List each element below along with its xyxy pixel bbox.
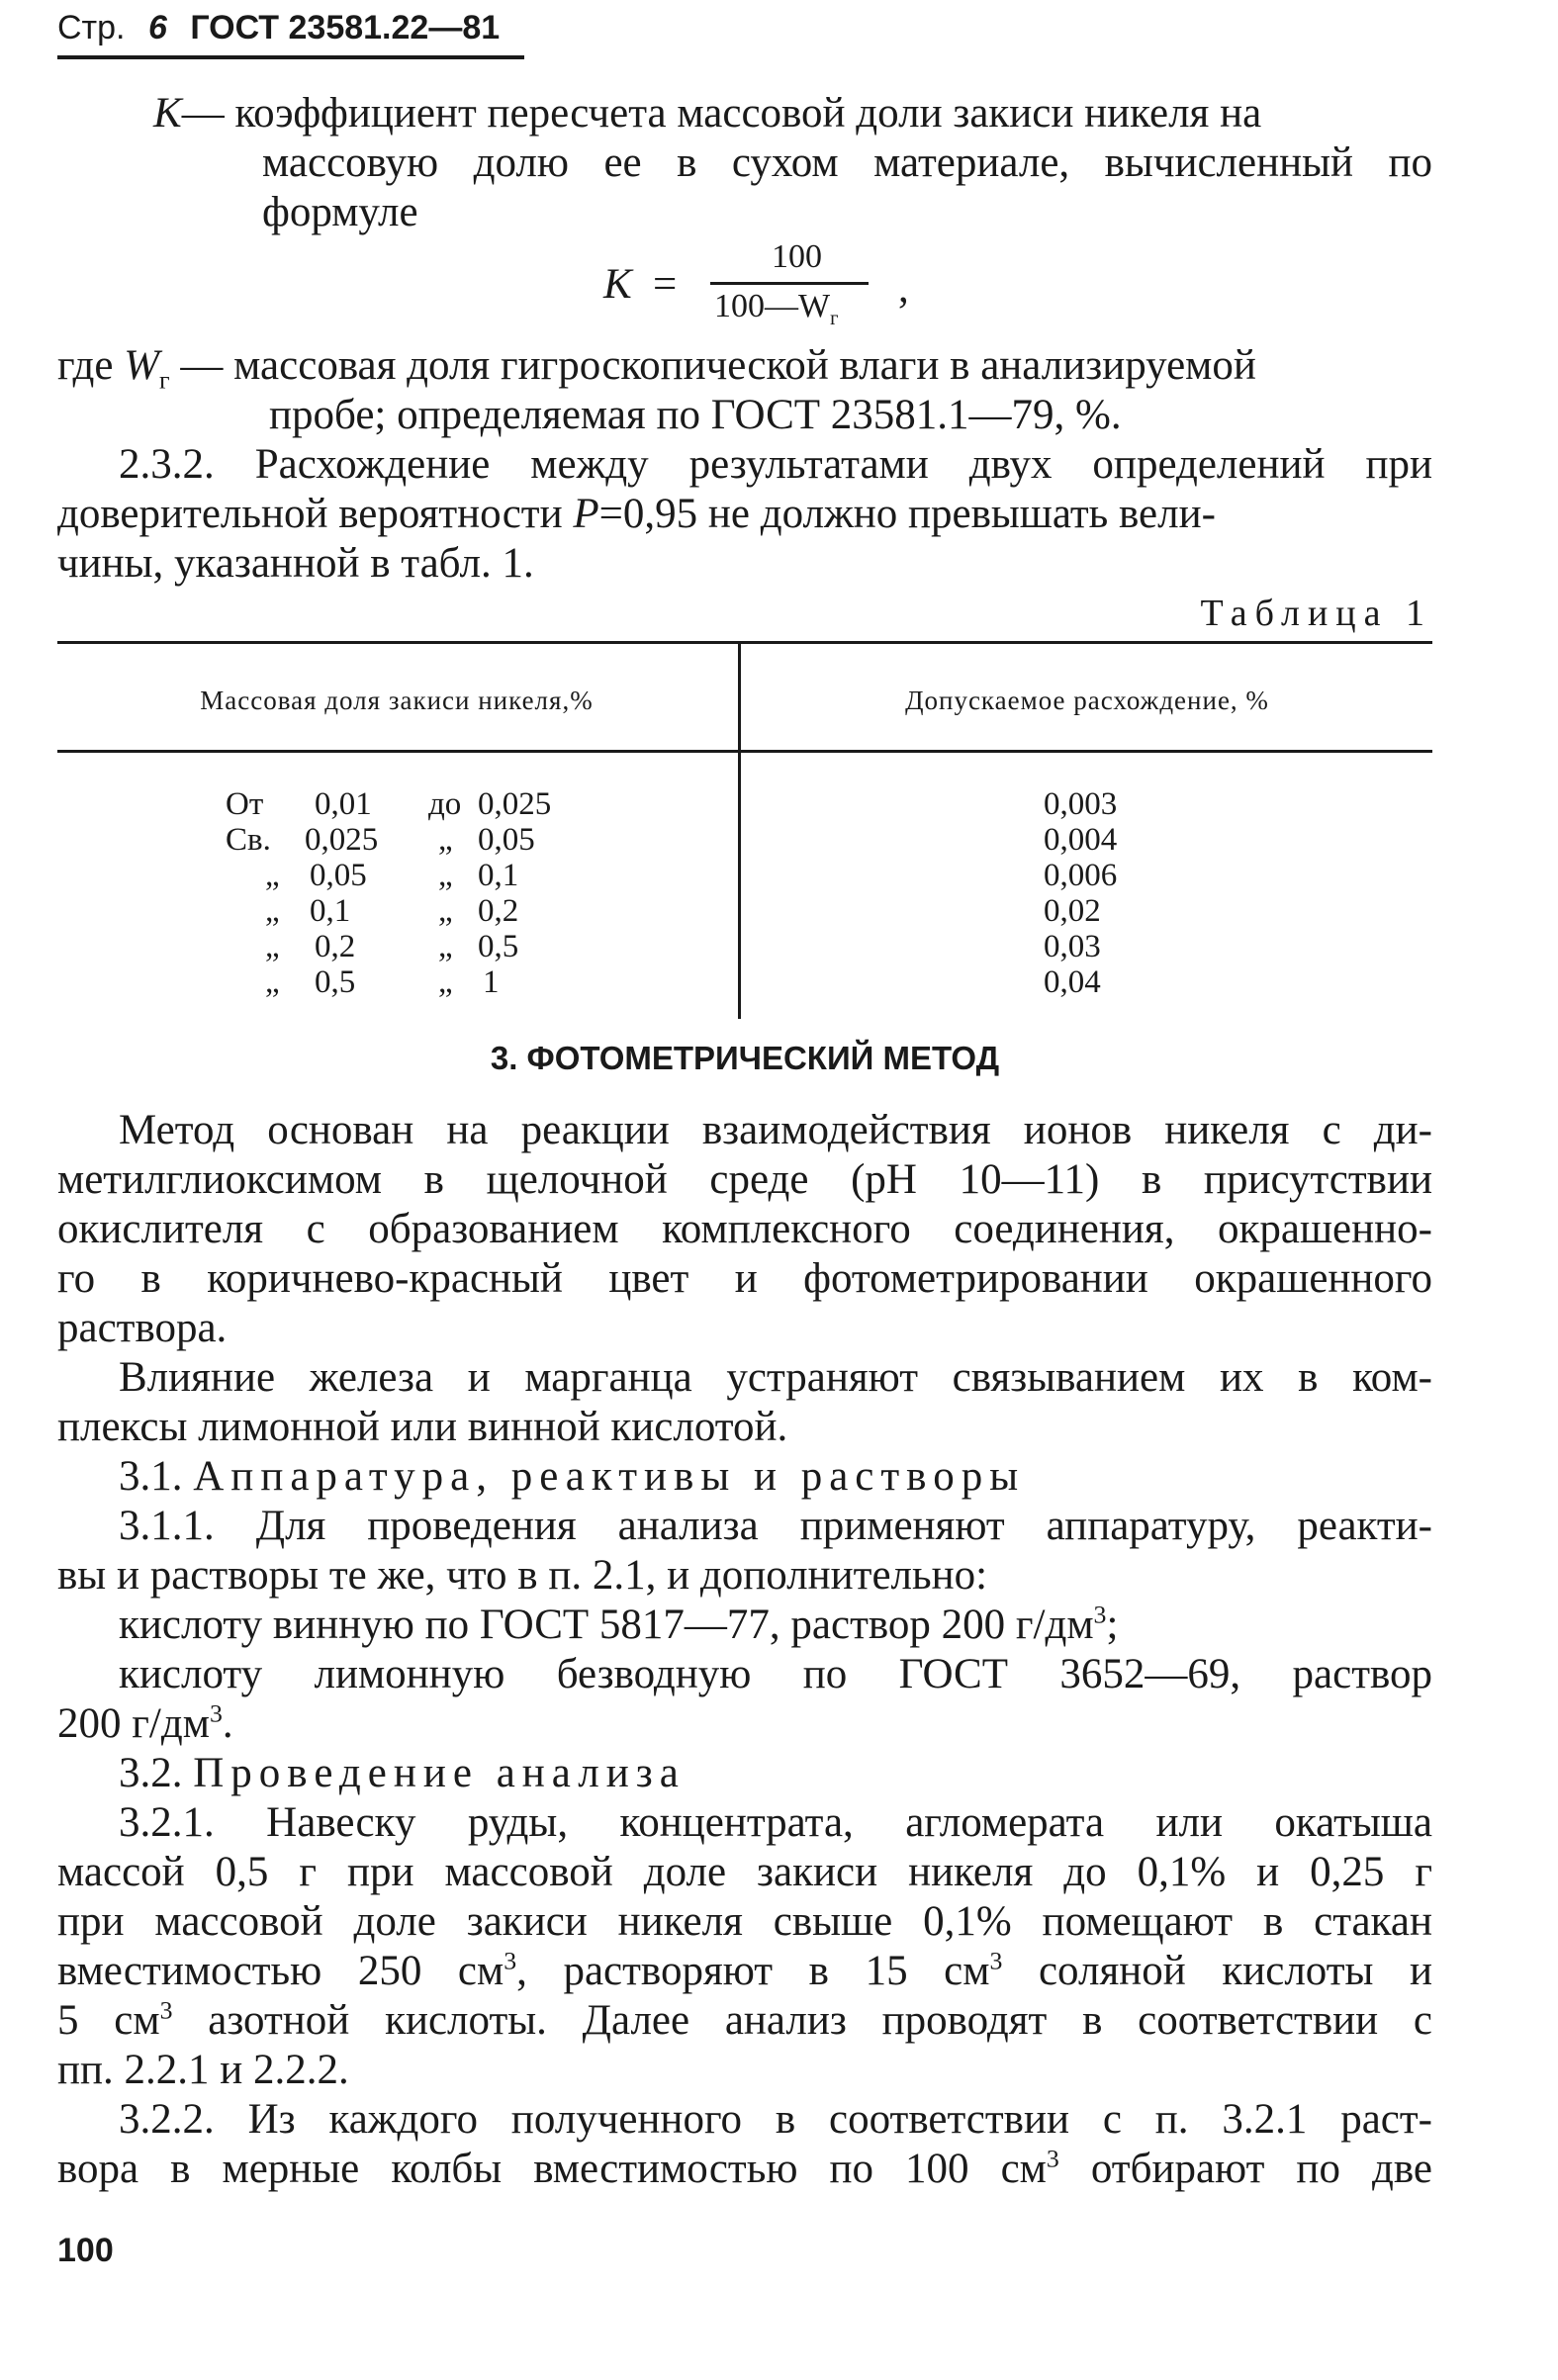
formula-lhs: K bbox=[603, 261, 632, 308]
table-caption: Таблица 1 bbox=[1200, 593, 1432, 634]
p-3-2-1-line5: 5 $см^3$ азотной кислоты. Далее анализ проводят в соответствии с bbox=[57, 1995, 1432, 2044]
p-3-2-2-line2: вора в мерные колбы вместимостью по 100 $см^3$ отбирают по две bbox=[57, 2144, 1433, 2192]
p-3-2-1-line6: пп. 2.2.1 и 2.2.2. bbox=[57, 2047, 349, 2093]
section-3-para2-line2: плексы лимонной или винной кислотой. bbox=[57, 1404, 788, 1450]
page-number: 100 bbox=[57, 2232, 114, 2269]
p-3-2-1-line2: массой 0,5 г при массовой доле закиси никеля до 0,1% и 0,25 г bbox=[57, 1849, 1432, 1895]
reagent-citric-acid-line2: 200 $г/дм^3$. bbox=[57, 1698, 233, 1747]
table-header-rule bbox=[57, 750, 1432, 753]
section-3-para1-line3: окислителя с образованием комплексного соединения, окрашенно- bbox=[57, 1206, 1432, 1252]
subsection-3-1-heading: 3.1. Аппаратура, реактивы и растворы bbox=[119, 1453, 1026, 1500]
wr-def-line2: пробе; определяемая по ГОСТ 23581.1—79, %. bbox=[269, 392, 1122, 438]
reagent-tartaric-acid: кислоту винную по ГОСТ 5817—77, раствор 200 $г/дм^3$; bbox=[119, 1600, 1119, 1648]
p-2-3-2-line3: чины, указанной в табл. 1. bbox=[57, 540, 534, 587]
p-3-1-1-line1: 3.1.1. Для проведения анализа применяют аппаратуру, реакти- bbox=[119, 1503, 1432, 1549]
formula-denominator: $100—W_г$ bbox=[714, 288, 839, 329]
section-3-para1-line2: метилглиоксимом в щелочной среде (pH 10—11) в присутствии bbox=[57, 1156, 1432, 1203]
p-2-3-2-line1: 2.3.2. Расхождение между результатами двух определений при bbox=[119, 441, 1432, 488]
page-header bbox=[57, 8, 500, 47]
k-def-line2: массовую долю ее в сухом материале, вычисленный по bbox=[262, 139, 1432, 186]
p-3-2-1-line4: вместимостью 250 $см^3$, растворяют в 15 $см^3$ соляной кислоты и bbox=[57, 1946, 1433, 1994]
subsection-3-2-heading: 3.2. Проведение анализа bbox=[119, 1750, 686, 1796]
formula-k bbox=[603, 238, 920, 331]
section-3-para2-line1: Влияние железа и марганца устраняют связыванием их в ком- bbox=[119, 1354, 1432, 1401]
reagent-citric-acid-line1: кислоту лимонную безводную по ГОСТ 3652—69, раствор bbox=[119, 1651, 1432, 1697]
p-3-2-2-line1: 3.2.2. Из каждого полученного в соответствии с п. 3.2.1 раст- bbox=[119, 2096, 1432, 2143]
section-3-para1-line4: го в коричнево-красный цвет и фотометрировании окрашенного bbox=[57, 1255, 1432, 1302]
section-3-para1-line1: Метод основан на реакции взаимодействия ионов никеля с ди- bbox=[119, 1107, 1432, 1153]
k-def-line1: K— коэффициент пересчета массовой доли закиси никеля на bbox=[153, 90, 1262, 137]
section-3-title: 3. ФОТОМЕТРИЧЕСКИЙ МЕТОД bbox=[490, 1040, 1000, 1076]
table-col-header-tolerance: Допускаемое расхождение, % bbox=[905, 686, 1269, 715]
p-3-1-1-line2: вы и растворы те же, что в п. 2.1, и дополнительно: bbox=[57, 1552, 988, 1599]
wr-def-line1: где $W_г$ — массовая доля гигроскопической влаги в анализируемой bbox=[57, 342, 1256, 395]
formula-numerator: 100 bbox=[772, 238, 822, 275]
wr-symbol: W bbox=[124, 342, 160, 389]
k-def-line3: формуле bbox=[262, 189, 418, 235]
header-standard: ГОСТ 23581.22—81 bbox=[190, 9, 501, 46]
table-col-header-fraction: Массовая доля закиси никеля,% bbox=[200, 686, 594, 715]
formula-comma: , bbox=[898, 265, 909, 312]
section-3-para1-line5: раствора. bbox=[57, 1305, 228, 1351]
header-page-ref: 6 bbox=[147, 9, 167, 46]
table-column-divider bbox=[738, 643, 741, 1019]
header-rule bbox=[57, 55, 524, 59]
formula-eq: = bbox=[653, 261, 678, 308]
p-2-3-2-line2: доверительной вероятности P=0,95 не должно превышать вели- bbox=[57, 491, 1216, 537]
table-top-rule bbox=[57, 641, 1432, 644]
p-3-2-1-line1: 3.2.1. Навеску руды, концентрата, агломерата или окатыша bbox=[119, 1799, 1432, 1846]
k-symbol: K bbox=[153, 90, 182, 137]
p-3-2-1-line3: при массовой доле закиси никеля свыше 0,1% помещают в стакан bbox=[57, 1898, 1432, 1945]
fraction-bar bbox=[710, 282, 869, 285]
header-prefix: Стр. bbox=[57, 9, 126, 46]
